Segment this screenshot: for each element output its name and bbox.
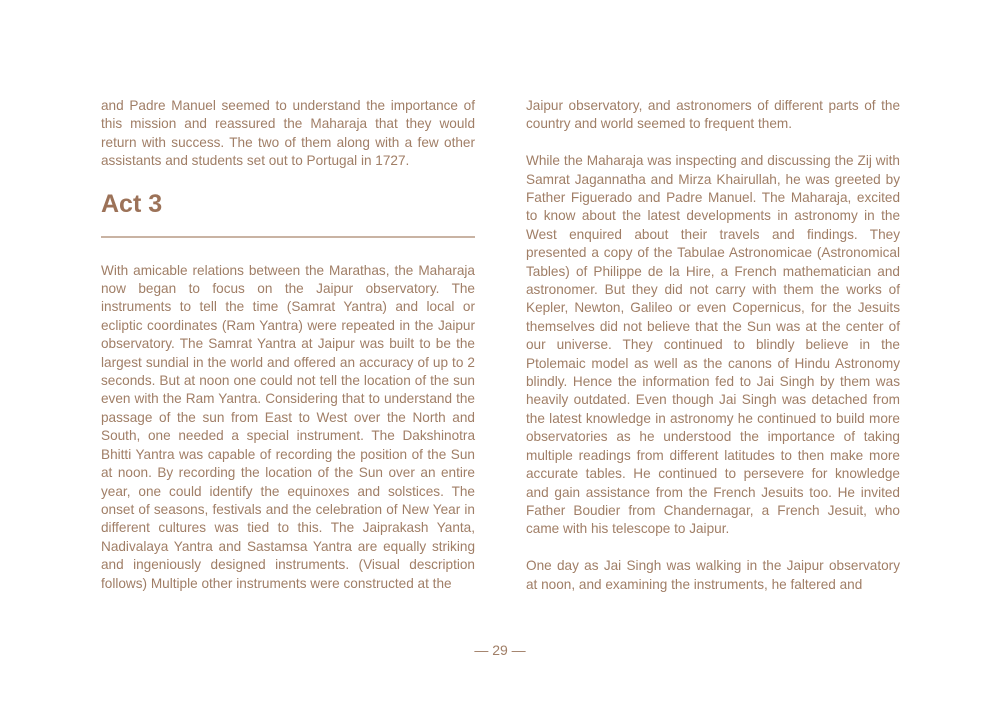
section-heading-wrap: [101, 189, 475, 219]
section-heading: Act 3: [101, 189, 163, 218]
right-paragraph-1: Jaipur observatory, and astronomers of different parts of the country and world seemed to frequent them.: [526, 98, 900, 132]
left-paragraph-1: and Padre Manuel seemed to understand the importance of this mission and reassured the Maharaja that they would return with success. The two of them along with a few other assistants and students set out to Portugal in 1727.: [101, 98, 475, 169]
left-column: [101, 97, 475, 593]
right-paragraph-2: While the Maharaja was inspecting and discussing the Zij with Samrat Jagannatha and Mirza Khairullah, he was greeted by Father Figuerado and Padre Manuel. The Maharaja, excited to know about the latest developments in astronomy in the West enquired about their travels and findings. They presented a copy of the Tabulae Astronomicae (Astronomical Tables) of Philippe de la Hire, a French mathematician and astronomer. But they did not carry with them the works of Kepler, Newton, Galileo or even Copernicus, for the Jesuits themselves did not believe that the Sun was at the center of our universe. They continued to blindly believe in the Ptolemaic model as well as the canons of Hindu Astronomy blindly. Hence the information fed to Jai Singh by them was heavily outdated. Even though Jai Singh was detached from the latest knowledge in astronomy he continued to build more observatories as he understood the importance of taking multiple readings from different latitudes to then make more accurate tables. He continued to persevere for knowledge and gain assistance from the French Jesuits too. He invited Father Boudier from Chandernagar, a French Jesuit, who came with his telescope to Jaipur.: [526, 153, 900, 537]
right-paragraph-3: One day as Jai Singh was walking in the Jaipur observatory at noon, and examining the instruments, he faltered and: [526, 558, 900, 592]
left-paragraph-2: With amicable relations between the Marathas, the Maharaja now began to focus on the Jaipur observatory. The instruments to tell the time (Samrat Yantra) and local or ecliptic coordinates (Ram Yantra) were repeated in the Jaipur observatory. The Samrat Yantra at Jaipur was built to be the largest sundial in the world and offered an accuracy of up to 2 seconds. But at noon one could not tell the location of the sun even with the Ram Yantra. Considering that to understand the passage of the sun from East to West over the North and South, one needed a special instrument. The Dakshinotra Bhitti Yantra was capable of recording the position of the Sun at noon. By recording the location of the Sun over an entire year, one could identify the equinoxes and solstices. The onset of seasons, festivals and the celebration of New Year in different cultures was tied to this. The Jaiprakash Yanta, Nadivalaya Yantra and Sastamsa Yantra are equally striking and ingeniously designed instruments. (Visual description follows) Multiple other instruments were constructed at the: [101, 262, 475, 591]
heading-divider: [101, 236, 475, 238]
paragraph-spacer: [526, 539, 900, 557]
paragraph-spacer: [526, 134, 900, 152]
right-column: [526, 97, 900, 594]
page-number: — 29 —: [474, 642, 526, 658]
